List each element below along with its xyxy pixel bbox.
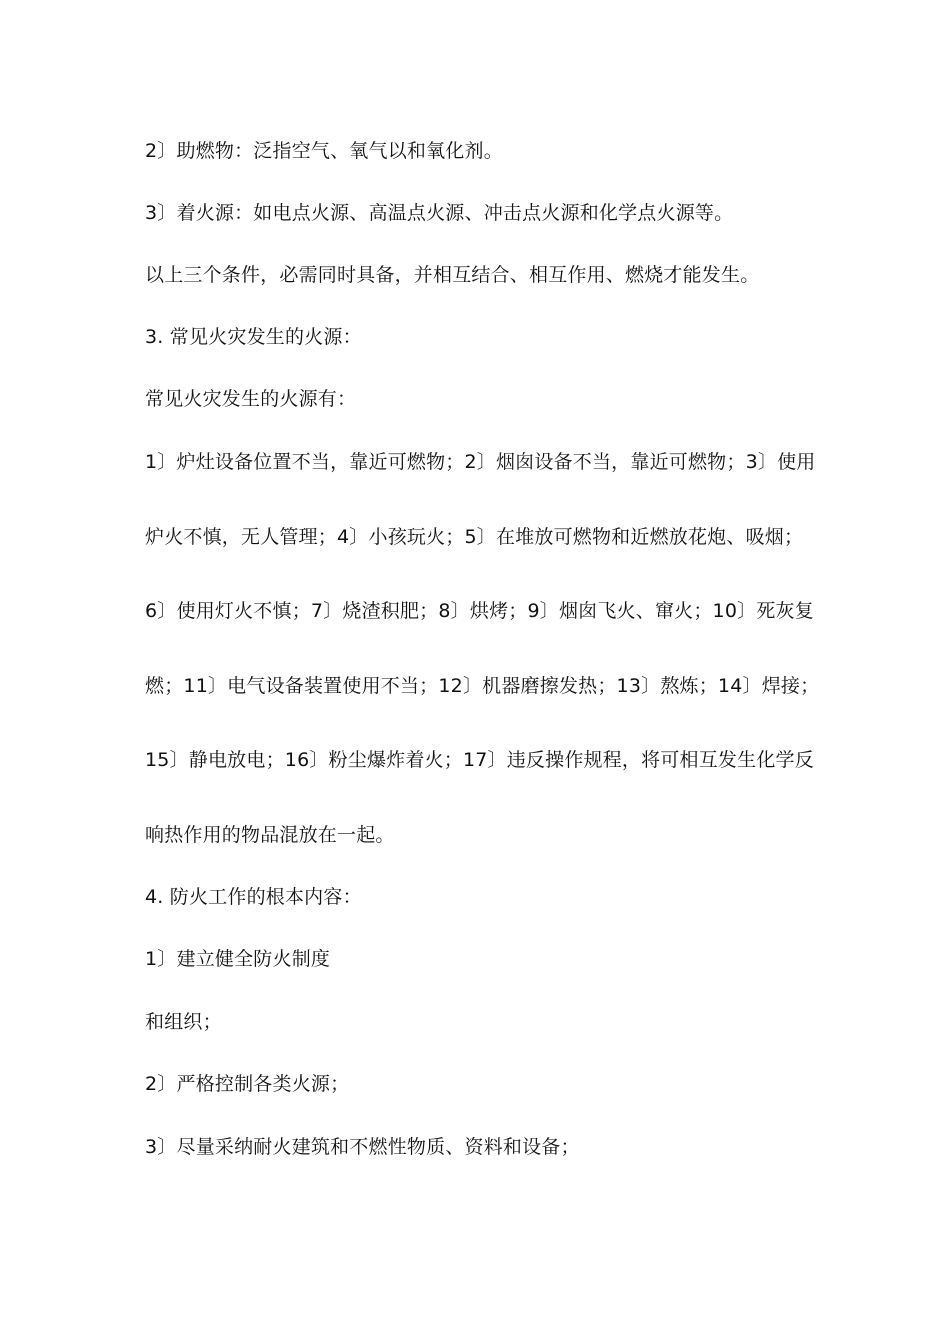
text-line-fire-sources-2: 炉火不慎，无人管理；4〕小孩玩火；5〕在堆放可燃物和近燃放花炮、吸烟； <box>145 526 804 548</box>
text-line-fire-sources-3: 6〕使用灯火不慎；7〕烧渣积肥；8〕烘烤；9〕烟囱飞火、窜火；10〕死灰复 <box>145 600 814 622</box>
text-line-fire-sources-6: 响热作用的物品混放在一起。 <box>145 824 395 846</box>
text-line-fire-sources-intro: 常见火灾发生的火源有： <box>145 388 357 410</box>
text-line-fire-sources-4: 燃；11〕电气设备装置使用不当；12〕机器磨擦发热；13〕熬炼；14〕焊接； <box>145 675 820 697</box>
text-line-prevention-1: 1〕建立健全防火制度 <box>145 948 331 970</box>
text-line-prevention-2: 2〕严格控制各类火源； <box>145 1073 350 1095</box>
section-heading-fire-sources: 3. 常见火灾发生的火源： <box>145 326 362 348</box>
text-line-fire-sources-5: 15〕静电放电；16〕粉尘爆炸着火；17〕违反操作规程，将可相互发生化学反 <box>145 749 814 771</box>
text-line-prevention-1-cont: 和组织； <box>145 1011 222 1033</box>
text-line-combustion-supporter: 2〕助燃物：泛指空气、氧气以和氧化剂。 <box>145 140 503 162</box>
text-line-fire-sources-1: 1〕炉灶设备位置不当，靠近可燃物；2〕烟囱设备不当，靠近可燃物；3〕使用 <box>145 451 816 473</box>
text-line-conditions-summary: 以上三个条件，必需同时具备，并相互结合、相互作用、燃烧才能发生。 <box>145 264 760 286</box>
section-heading-fire-prevention: 4. 防火工作的根本内容： <box>145 886 362 908</box>
text-line-ignition-source: 3〕着火源：如电点火源、高温点火源、冲击点火源和化学点火源等。 <box>145 202 734 224</box>
text-line-prevention-3: 3〕尽量采纳耐火建筑和不燃性物质、资料和设备； <box>145 1136 580 1158</box>
